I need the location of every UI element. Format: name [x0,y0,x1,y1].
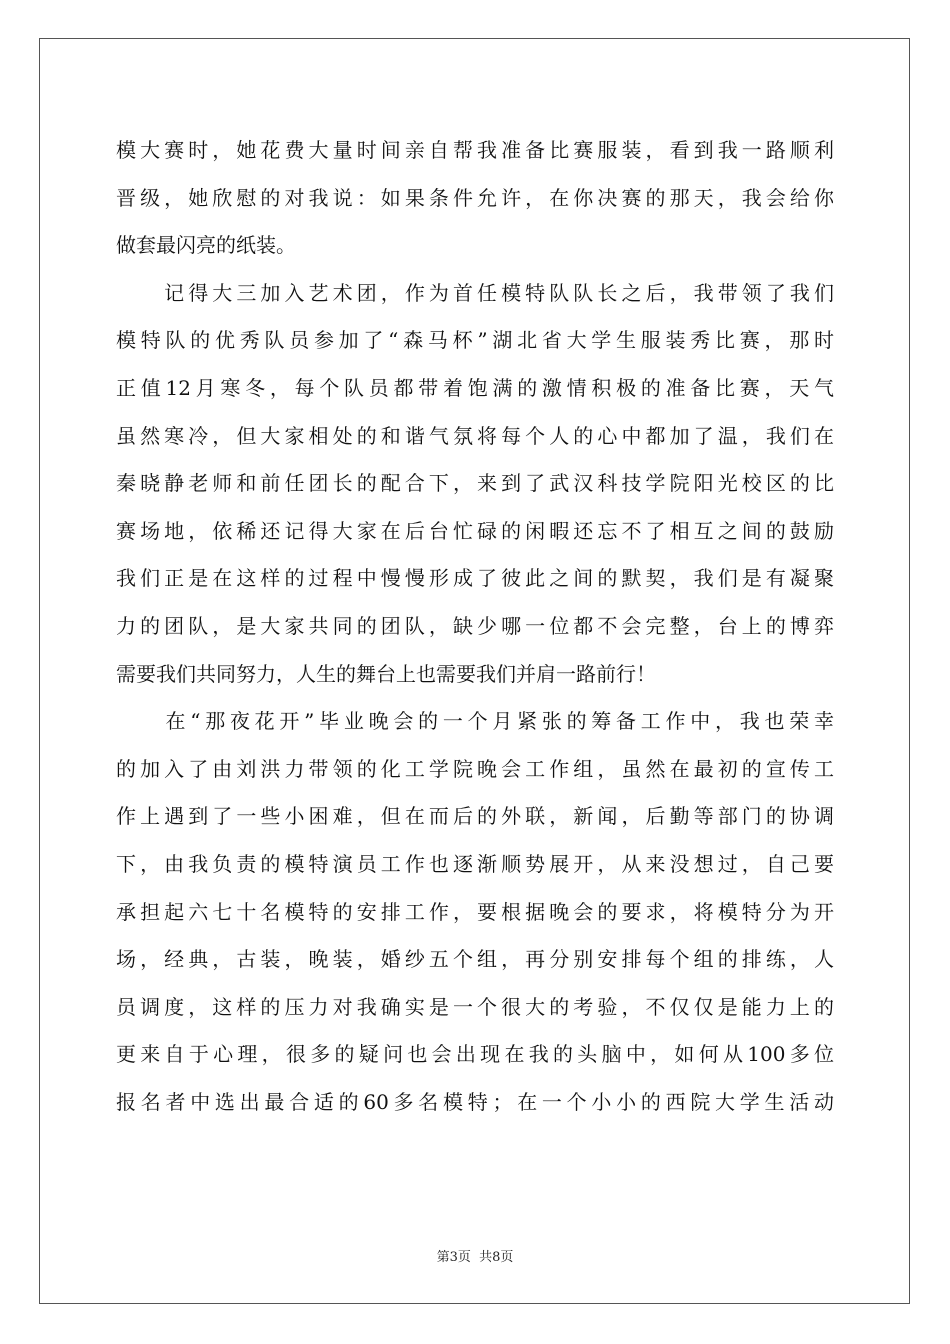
text-line: 正值12月寒冬，每个队员都带着饱满的激情积极的准备比赛，天气 [116,375,834,400]
page-number: 第3页 [436,1250,471,1265]
text-line: 我们正是在这样的过程中慢慢形成了彼此之间的默契，我们是有凝聚 [116,566,834,591]
page-total: 共8页 [479,1250,514,1265]
text-line: 报名者中选出最合适的60多名模特；在一个小小的西院大学生活动 [116,1089,834,1114]
text-line: 做套最闪亮的纸装。 [116,233,296,258]
text-line: 承担起六七十名模特的安排工作，要根据晚会的要求，将模特分为开 [116,899,834,924]
text-line: 模特队的优秀队员参加了“森马杯”湖北省大学生服装秀比赛，那时 [116,328,834,353]
text-line: 的加入了由刘洪力带领的化工学院晚会工作组，虽然在最初的宣传工 [116,756,834,781]
text-line: 场，经典，古装，晚装，婚纱五个组，再分别安排每个组的排练，人 [116,947,834,972]
document-body [116,127,834,1126]
text-line: 模大赛时，她花费大量时间亲自帮我准备比赛服装，看到我一路顺利 [116,138,834,162]
text-line: 下，由我负责的模特演员工作也逐渐顺势展开，从来没想过，自己要 [116,851,834,876]
text-line: 员调度，这样的压力对我确实是一个很大的考验，不仅仅是能力上的 [116,994,834,1019]
text-line: 记得大三加入艺术团，作为首任模特队队长之后，我带领了我们 [116,280,834,305]
text-line: 需要我们共同努力，人生的舞台上也需要我们并肩一路前行！ [116,661,656,686]
page-footer [0,1246,950,1265]
text-line: 虽然寒冷，但大家相处的和谐气氛将每个人的心中都加了温，我们在 [116,423,834,448]
text-line: 赛场地，依稀还记得大家在后台忙碌的闲暇还忘不了相互之间的鼓励 [116,518,834,543]
text-line: 力的团队，是大家共同的团队，缺少哪一位都不会完整，台上的博弈 [116,613,834,638]
text-line: 作上遇到了一些小困难，但在而后的外联，新闻，后勤等部门的协调 [116,804,834,829]
text-line: 秦晓静老师和前任团长的配合下，来到了武汉科技学院阳光校区的比 [116,471,834,496]
text-line: 晋级，她欣慰的对我说：如果条件允许，在你决赛的那天，我会给你 [116,185,834,210]
text-line: 更来自于心理，很多的疑问也会出现在我的头脑中，如何从100多位 [116,1042,834,1067]
text-line: 在“那夜花开”毕业晚会的一个月紧张的筹备工作中，我也荣幸 [116,709,834,734]
